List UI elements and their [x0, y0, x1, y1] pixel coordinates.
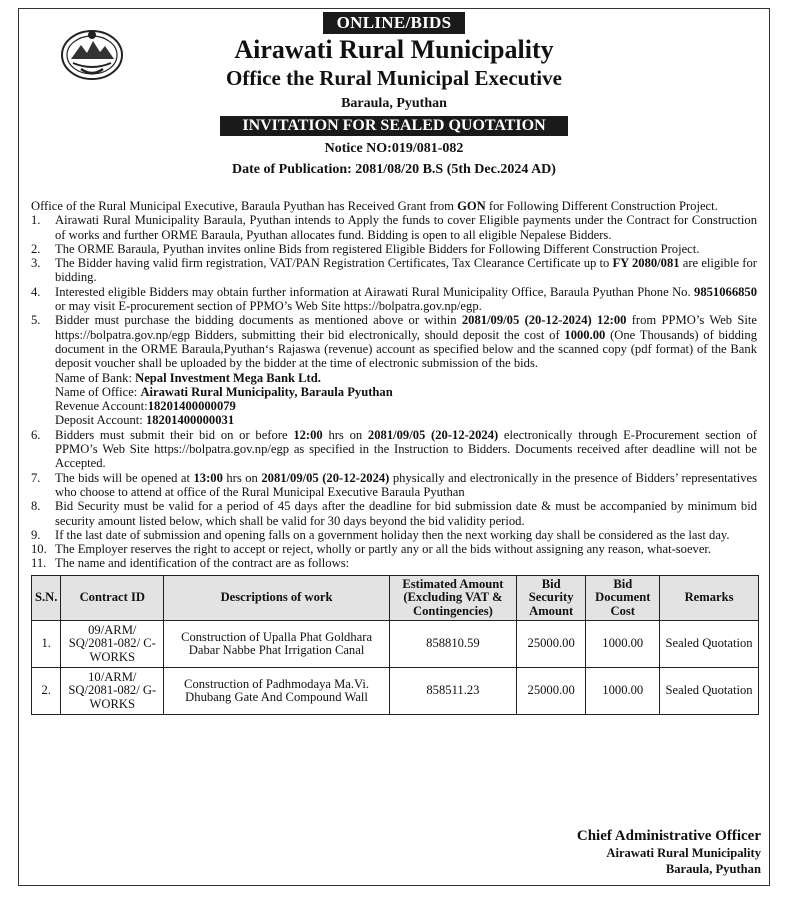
column-header: Bid Security Amount [516, 575, 586, 621]
location-text: Baraula, Pyuthan [341, 96, 447, 111]
bank-name: Nepal Investment Mega Bank Ltd. [135, 370, 321, 385]
cell-remarks: Sealed Quotation [660, 621, 759, 668]
cell-sn: 1. [32, 621, 61, 668]
list-item: 4. Interested eligible Bidders may obtain further information at Airawati Rural Municipality Office, Baraula Pyuthan Phone No. 9851066850 or may visit E-procurement section of PPMO’s Web Site https://bolpatra.gov.np/egp. [31, 284, 757, 314]
column-header: S.N. [32, 575, 61, 621]
list-item: 9. If the last date of submission and opening falls on a government holiday then the next working day shall be considered as the last day. [31, 527, 730, 542]
cell-sn: 2. [32, 668, 61, 715]
column-header: Descriptions of work [164, 575, 390, 621]
online-bids-badge: ONLINE/BIDS [323, 12, 466, 34]
column-header: Remarks [660, 575, 759, 621]
deposit-account: 18201400000031 [145, 413, 235, 428]
signatory-org: Airawati Rural Municipality [606, 846, 761, 860]
list-item: 5. Bidder must purchase the bidding documents as mentioned above or within 2081/09/05 (20-12-2024) 12:00 from PPMO’s Web Site https://bolpatra.gov.np/egp Bidders, submitting their bid electronically, should deposit the cost of 1000.00 (One Thousands) of bidding document in the ORME Baraula,Pyuthan‘s Rajaswa (revenue) account as specified below and the scanned copy (pdf format) of the Bank deposit voucher shall be uploaded by the bidder at the time of electronic submission of the bids. Name of Bank: Nepal Investment Mega Bank Ltd. Name of Office: Airawati Rural Municipality, Baraula Pyuthan Revenue Account:18201400000079 Deposit Account: 18201400000031 [31, 313, 758, 428]
list-item: 3. The Bidder having valid firm registration, VAT/PAN Registration Certificates, Tax Clearance Certificate up to FY 2080/081 are eligible for bidding. [31, 256, 757, 285]
list-item: 10. The Employer reserves the right to accept or reject, wholly or partly any or all the bids without assigning any reason, what-soever. [31, 542, 712, 557]
list-item: 2. The ORME Baraula, Pyuthan invites online Bids from registered Eligible Bidders for Following Different Construction Project. [31, 241, 700, 256]
revenue-account: 18201400000079 [147, 399, 236, 414]
cell-contract-id: 10/ARM/ SQ/2081-082/ G-WORKS [61, 668, 164, 715]
municipality-title: Airawati Rural Municipality [234, 35, 554, 64]
invitation-banner: INVITATION FOR SEALED QUOTATION [220, 116, 567, 136]
table-header-row [32, 575, 759, 621]
publication-date: Date of Publication: 2081/08/20 B.S (5th Dec.2024 AD) [232, 162, 556, 177]
cell-bid-security: 25000.00 [516, 668, 586, 715]
signatory-place: Baraula, Pyuthan [665, 862, 761, 876]
cell-estimated-amount: 858511.23 [389, 668, 516, 715]
list-item: 7. The bids will be opened at 13:00 hrs on 2081/09/05 (20-12-2024) physically and electronically in the presence of Bidders’ representatives who choose to attend at office of the Rural Municipal Executive Baraula Pyuthan [31, 470, 758, 499]
cell-remarks: Sealed Quotation [660, 668, 759, 715]
notice-page [18, 8, 770, 886]
table-row [32, 621, 759, 668]
signatory-title: Chief Administrative Officer [576, 828, 761, 844]
intro-paragraph: Office of the Rural Municipal Executive, Baraula Pyuthan has Received Grant from GON for Following Different Construction Project. [31, 199, 718, 213]
notice-header [19, 9, 769, 199]
cell-document-cost: 1000.00 [586, 621, 660, 668]
column-header: Contract ID [61, 575, 164, 621]
notice-items [31, 213, 757, 570]
cell-description: Construction of Upalla Phat Goldhara Dabar Nabbe Phat Irrigation Canal [164, 621, 390, 668]
list-item: 11. The name and identification of the contract are as follows: [31, 556, 350, 571]
table-row [32, 668, 759, 715]
bank-details: Name of Bank: Nepal Investment Mega Bank Ltd. Name of Office: Airawati Rural Municipality, Baraula Pyuthan Revenue Account:18201400000079 Deposit Account: 18201400000031 [55, 370, 393, 428]
list-item: 6. Bidders must submit their bid on or before 12:00 hrs on 2081/09/05 (20-12-2024) electronically through E-Procurement section of PPMO’s Web Site https://bolpatra.gov.np/egp as specified in the Instruction to Bidders. Documents received after deadline will not be Accepted. [31, 427, 757, 471]
cell-bid-security: 25000.00 [516, 621, 586, 668]
cell-document-cost: 1000.00 [586, 668, 660, 715]
column-header: Estimated Amount (Excluding VAT & Contingencies) [389, 575, 516, 621]
column-header: Bid Document Cost [586, 575, 660, 621]
cell-contract-id: 09/ARM/ SQ/2081-082/ C-WORKS [61, 621, 164, 668]
notice-number: Notice NO:019/081-082 [324, 141, 464, 156]
contracts-table [31, 575, 759, 716]
list-item: 1. Airawati Rural Municipality Baraula, Pyuthan intends to Apply the funds to cover Eligible payments under the Contract for Construction of works and further ORME Baraula, Pyuthan allocates fund. Bidding is open to all eligible Nepalese Bidders. [31, 213, 757, 242]
notice-body [19, 199, 769, 571]
office-title: Office the Rural Municipal Executive [226, 66, 562, 90]
nepal-emblem-icon [59, 25, 125, 81]
signature-block [577, 827, 761, 877]
cell-estimated-amount: 858810.59 [389, 621, 516, 668]
list-item: 8. Bid Security must be valid for a period of 45 days after the deadline for bid submission date & must be accompanied by minimum bid security amount listed below, which shall be valid for 30 days beyond the bid validity period. [31, 499, 757, 528]
cell-description: Construction of Padhmodaya Ma.Vi. Dhubang Gate And Compound Wall [164, 668, 390, 715]
office-name: Airawati Rural Municipality, Baraula Pyuthan [140, 384, 393, 399]
